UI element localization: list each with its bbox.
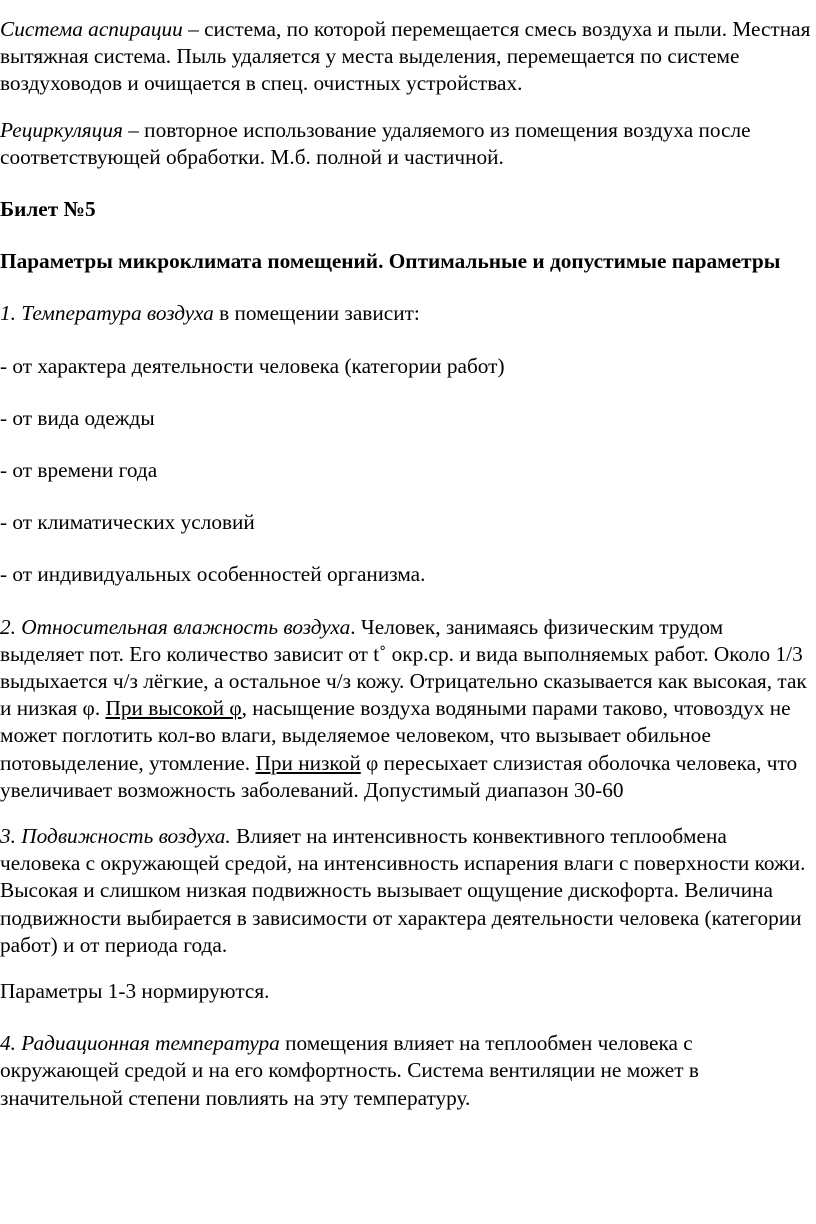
- mobility-paragraph: [0, 823, 812, 959]
- normed-paragraph: Параметры 1-3 нормируются.: [0, 979, 270, 1004]
- ticket-heading: Билет №5: [0, 197, 96, 222]
- list-item: - от характера деятельности человека (категории работ): [0, 353, 505, 378]
- humidity-term: 2. Относительная влажность воздуха: [0, 614, 351, 639]
- aspiration-text: – система, по которой перемещается смесь воздуха и пыли. Местная вытяжная система. Пыль удаляется у места выделения, перемещается по системе воздуховодов и очищается в спец. очистных устройствах.: [0, 17, 811, 96]
- radiation-paragraph: [0, 1030, 812, 1112]
- temperature-text: в помещении зависит:: [213, 301, 420, 326]
- aspiration-paragraph: [0, 16, 812, 98]
- list-item: - от индивидуальных особенностей организма.: [0, 562, 426, 587]
- humidity-text-3: φ пересыхает слизистая оболочка человека, что увеличивает возможность заболеваний. Допустимый диапазон 30-60: [0, 750, 798, 802]
- recirculation-text: – повторное использование удаляемого из помещения воздуха после соответствующей обработки. М.б. полной и частичной.: [0, 117, 751, 169]
- humidity-text-1: . Человек, занимаясь физическим трудом выделяет пот. Его количество зависит от t˚ окр.ср. и вида выполняемых работ. Около 1/3 выдыхается ч/з лёгкие, а остальное ч/з кожу. Отрицательно сказывается как высокая, так и низкая φ.: [0, 614, 807, 721]
- section-heading: Параметры микроклимата помещений. Оптимальные и допустимые параметры: [0, 249, 781, 274]
- humidity-low-label: При низкой: [255, 750, 361, 775]
- document-page: [0, 16, 812, 1131]
- radiation-term: 4. Радиационная температура: [0, 1031, 280, 1056]
- list-item: - от климатических условий: [0, 510, 255, 535]
- humidity-paragraph: [0, 614, 812, 804]
- recirculation-paragraph: [0, 117, 812, 171]
- radiation-text: помещения влияет на теплообмен человека с окружающей средой и на его комфортность. Система вентиляции не может в значительной степени повлиять на эту температуру.: [0, 1031, 699, 1110]
- temperature-paragraph: [0, 300, 812, 327]
- list-item: - от вида одежды: [0, 405, 155, 430]
- recirculation-term: Рециркуляция: [0, 117, 123, 142]
- temperature-term: 1. Температура воздуха: [0, 301, 214, 326]
- mobility-text: Влияет на интенсивность конвективного теплообмена человека с окружающей средой, на интенсивность испарения влаги с поверхности кожи. Высокая и слишком низкая подвижность вызывает ощущение дискофорта. Величина подвижности выбирается в зависимости от характера деятельности человека (категории работ) и от периода года.: [0, 824, 806, 957]
- mobility-term: 3. Подвижность воздуха.: [0, 824, 231, 849]
- aspiration-term: Система аспирации: [0, 17, 183, 41]
- humidity-text-2: , насыщение воздуха водяными парами таково, чтовоздух не может поглотить кол-во влаги, выделяемое человеком, что вызывает обильное потовыделение, утомление.: [0, 696, 791, 775]
- list-item: - от времени года: [0, 458, 158, 483]
- humidity-high-label: При высокой φ: [105, 696, 242, 721]
